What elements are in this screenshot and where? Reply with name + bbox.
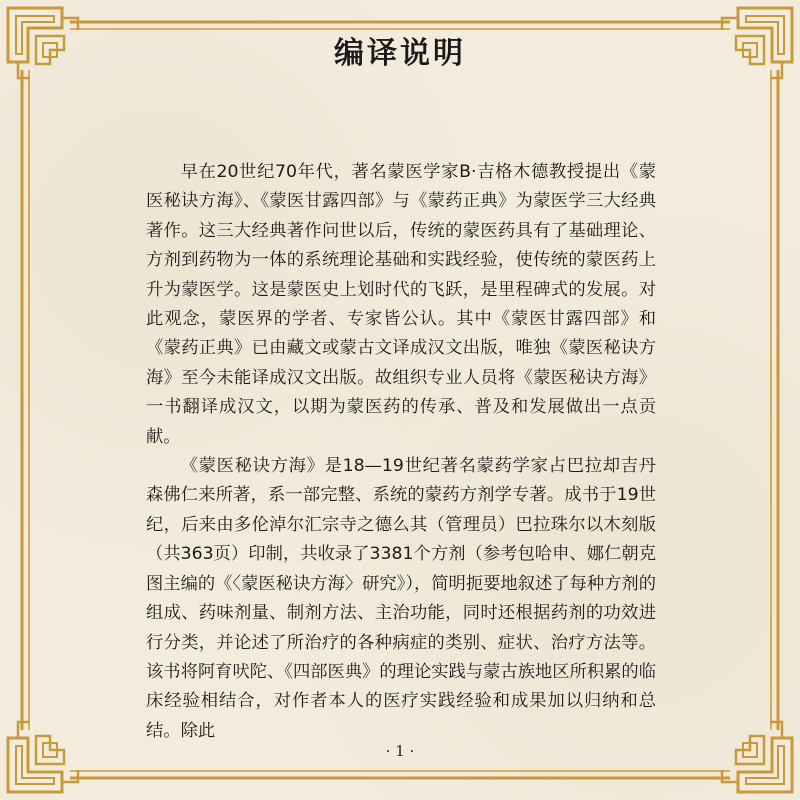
paragraph: 早在20世纪70年代，著名蒙医学家B·吉格木德教授提出《蒙医秘诀方海》、《蒙医甘露四部》与《蒙药正典》为蒙医学三大经典著作。这三大经典著作问世以后，传统的蒙医药具有了基础理论、方剂到药物为一体的系统理论基础和实践经验，使传统的蒙医药上升为蒙医学。这是蒙医史上划时代的飞跃，是里程碑式的发展。对此观念，蒙医界的学者、专家皆公认。其中《蒙医甘露四部》和《蒙药正典》已由藏文或蒙古文译成汉文出版，唯独《蒙医秘诀方海》至今未能译成汉文出版。故组织专业人员将《蒙医秘诀方海》一书翻译成汉文，以期为蒙医药的传承、普及和发展做出一点贡献。 bbox=[146, 162, 656, 447]
page-number: · 1 · bbox=[385, 742, 415, 760]
paragraph: 《蒙医秘诀方海》是18—19世纪著名蒙药学家占巴拉却吉丹森佛仁来所著，系一部完整、系统的蒙药方剂学专著。成书于19世纪，后来由多伦淖尔汇宗寺之德么其（管理员）巴拉珠尔以木刻版（共363页）印制，共收录了3381个方剂（参考包哈申、娜仁朝克图主编的《〈蒙医秘诀方海〉研究》），简明扼要地叙述了每种方剂的组成、药味剂量、制剂方法、主治功能，同时还根据药剂的功效进行分类，并论述了所治疗的各种病症的类别、症状、治疗方法等。该书将阿育吠陀、《四部医典》的理论实践与蒙古族地区所积累的临床经验相结合，对作者本人的医疗实践经验和成果加以归纳和总结。除此 bbox=[146, 456, 656, 741]
page-title: 编译说明 bbox=[334, 36, 466, 71]
body-text bbox=[146, 158, 656, 746]
